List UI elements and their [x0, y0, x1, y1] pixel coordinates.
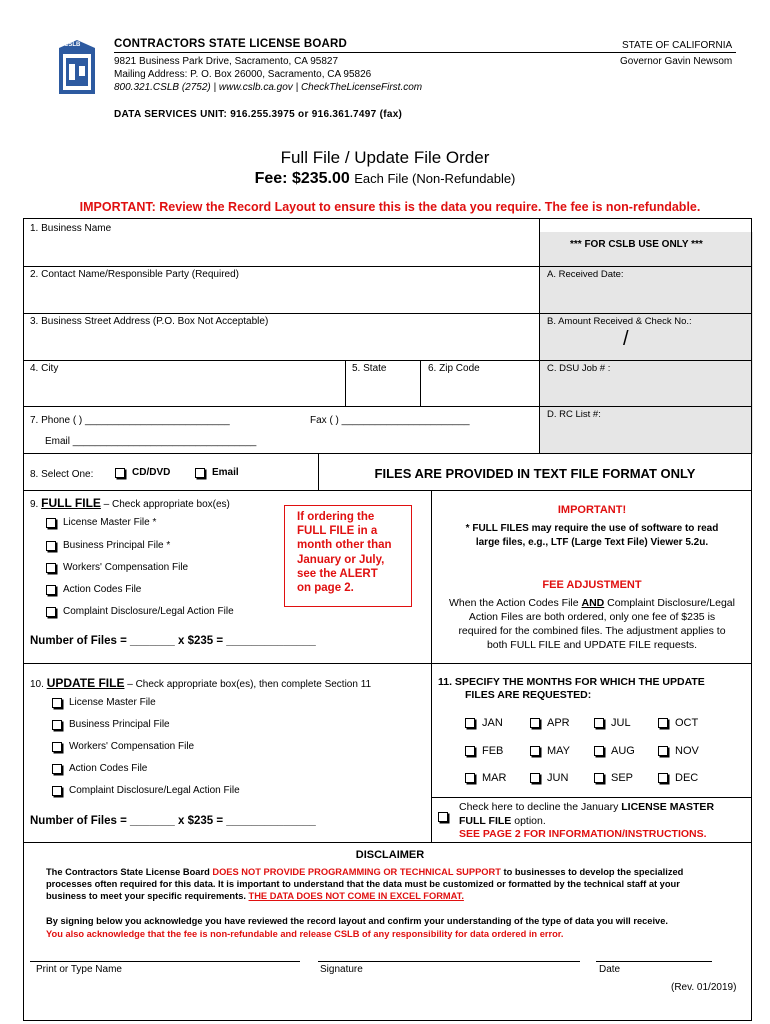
- decline-checkbox[interactable]: [438, 812, 448, 822]
- month-option[interactable]: [465, 772, 506, 784]
- decline-text: Check here to decline the January: [459, 801, 622, 813]
- email-checkbox[interactable]: [195, 468, 205, 478]
- alert-line: If ordering the: [297, 511, 375, 523]
- disclaimer-text: The Contractors State License Board: [46, 867, 213, 877]
- fee-adjust-line2: Action Files are both ordered, only one fee of $235 is: [468, 611, 716, 623]
- month-option[interactable]: [465, 745, 503, 757]
- item-label: Action Codes File: [63, 584, 142, 595]
- checkbox[interactable]: [46, 607, 56, 617]
- item-label: Business Principal File *: [63, 540, 171, 551]
- fax-field[interactable]: Fax ( ) _______________________: [310, 415, 470, 426]
- month-label: JUN: [547, 772, 569, 784]
- fee-label: Fee: $235.00: [254, 170, 350, 187]
- fee-adjust-line3: required for the combined files. The adjustment applies to: [458, 625, 726, 637]
- month-option[interactable]: [658, 745, 699, 757]
- checkbox[interactable]: [465, 718, 475, 728]
- disclaimer-line: [46, 866, 746, 878]
- months-title-2: FILES ARE REQUESTED:: [465, 689, 592, 701]
- email-option[interactable]: [195, 467, 239, 478]
- alert-line: month other than: [297, 539, 392, 552]
- checkbox[interactable]: [52, 764, 62, 774]
- month-label: MAR: [482, 772, 507, 784]
- full-file-item[interactable]: [46, 540, 170, 551]
- cslb-use-title: *** FOR CSLB USE ONLY ***: [570, 239, 703, 250]
- month-option[interactable]: [594, 772, 633, 784]
- checkbox[interactable]: [658, 746, 668, 756]
- full-file-alert-box: [284, 505, 412, 607]
- email-option-label: Email: [212, 467, 239, 478]
- update-file-item[interactable]: [52, 763, 147, 774]
- mailing-address: Mailing Address: P. O. Box 26000, Sacramento, CA 95826: [114, 69, 372, 80]
- update-file-sub: – Check appropriate box(es), then complete Section 11: [124, 679, 372, 690]
- fee-adjust-title: FEE ADJUSTMENT: [542, 579, 642, 591]
- item-label: Complaint Disclosure/Legal Action File: [69, 785, 240, 796]
- state-field[interactable]: 5. State: [352, 363, 387, 374]
- fee-adjust-text: Complaint Disclosure/Legal: [604, 597, 735, 609]
- checkbox[interactable]: [52, 698, 62, 708]
- received-date: A. Received Date:: [547, 269, 624, 280]
- month-label: AUG: [611, 745, 635, 757]
- fee-adjust-line1: [432, 597, 752, 609]
- disclaimer-red: THE DATA DOES NOT COME IN EXCEL FORMAT.: [248, 891, 464, 902]
- cd-dvd-label: CD/DVD: [132, 467, 171, 478]
- checkbox[interactable]: [530, 746, 540, 756]
- phone-field[interactable]: 7. Phone ( ) __________________________: [30, 415, 230, 426]
- date-field[interactable]: Date: [599, 964, 621, 975]
- item-label: Complaint Disclosure/Legal Action File: [63, 606, 234, 617]
- checkbox[interactable]: [465, 773, 475, 783]
- revision-label: (Rev. 01/2019): [671, 982, 737, 993]
- alert-line: see the ALERT: [297, 567, 378, 580]
- update-file-item[interactable]: [52, 697, 156, 708]
- month-label: OCT: [675, 717, 699, 729]
- city-field[interactable]: 4. City: [30, 363, 59, 374]
- month-label: JUL: [611, 717, 631, 729]
- month-label: FEB: [482, 745, 504, 757]
- important-title: IMPORTANT!: [557, 504, 627, 516]
- month-label: DEC: [675, 772, 699, 784]
- cslb-logo: [55, 36, 99, 100]
- month-label: MAY: [547, 745, 571, 757]
- address: 9821 Business Park Drive, Sacramento, CA 95827: [114, 56, 339, 67]
- disclaimer-text: business to meet your specific requirements.: [46, 891, 249, 902]
- fee-line: [0, 170, 770, 188]
- month-option[interactable]: [530, 772, 568, 784]
- disclaimer-text: to businesses to develop the specialized: [500, 867, 684, 877]
- org-name: CONTRACTORS STATE LICENSE BOARD: [114, 38, 348, 50]
- checkbox[interactable]: [46, 563, 56, 573]
- rc-list: D. RC List #:: [547, 409, 601, 420]
- update-file-num: 10.: [30, 679, 44, 690]
- fee-adjust-line4: both FULL FILE and UPDATE FILE requests.: [486, 639, 698, 651]
- update-file-item[interactable]: [52, 785, 240, 796]
- disclaimer-p3: You also acknowledge that the fee is non-refundable and release CSLB of any responsibility for data ordered in error.: [46, 929, 564, 939]
- contact-name-field[interactable]: 2. Contact Name/Responsible Party (Required): [30, 269, 239, 280]
- disclaimer-line: processes often required for this data. It is important to understand that the data must be customized or formatted by the technical staff at your: [46, 879, 680, 890]
- logo-text: CSLB: [64, 42, 81, 48]
- signature-field[interactable]: Signature: [320, 964, 363, 975]
- zip-field[interactable]: 6. Zip Code: [428, 363, 480, 374]
- checkbox[interactable]: [52, 742, 62, 752]
- month-option[interactable]: [530, 717, 570, 729]
- month-option[interactable]: [530, 745, 570, 757]
- street-address-field[interactable]: 3. Business Street Address (P.O. Box Not Acceptable): [30, 316, 269, 327]
- item-label: Action Codes File: [69, 763, 148, 774]
- disclaimer-line: [46, 890, 746, 902]
- amount-slash: /: [623, 328, 629, 350]
- checkbox[interactable]: [46, 541, 56, 551]
- month-option[interactable]: [594, 717, 631, 729]
- update-file-number[interactable]: Number of Files = _______ x $235 = ______________: [30, 815, 316, 827]
- full-file-heading: [30, 496, 230, 510]
- decline-text: option.: [511, 815, 546, 827]
- full-file-item[interactable]: [46, 584, 141, 595]
- text-format-notice: FILES ARE PROVIDED IN TEXT FILE FORMAT ONLY: [374, 466, 696, 481]
- important-line1: * FULL FILES may require the use of software to read: [465, 523, 719, 534]
- full-file-item[interactable]: [46, 562, 188, 573]
- item-label: License Master File *: [63, 517, 157, 528]
- months-title-1: 11. SPECIFY THE MONTHS FOR WHICH THE UPDATE: [438, 676, 705, 688]
- fee-adjust-and: AND: [581, 597, 605, 609]
- decline-line3: SEE PAGE 2 FOR INFORMATION/INSTRUCTIONS.: [459, 828, 707, 840]
- state-label: STATE OF CALIFORNIA: [622, 40, 733, 51]
- business-name-field[interactable]: 1. Business Name: [30, 223, 112, 234]
- update-file-heading: [30, 676, 371, 690]
- checkbox[interactable]: [46, 585, 56, 595]
- decline-bold: FULL FILE: [459, 815, 512, 827]
- item-label: Business Principal File: [69, 719, 170, 730]
- checkbox[interactable]: [594, 746, 604, 756]
- month-label: APR: [547, 717, 570, 729]
- disclaimer-red: DOES NOT PROVIDE PROGRAMMING OR TECHNICAL SUPPORT: [212, 867, 501, 877]
- disclaimer-p2: By signing below you acknowledge you have reviewed the record layout and confirm your understanding of the type of data you will receive.: [46, 916, 668, 926]
- cd-dvd-option[interactable]: [115, 467, 170, 478]
- checkbox[interactable]: [52, 786, 62, 796]
- checkbox[interactable]: [594, 718, 604, 728]
- checkbox[interactable]: [530, 718, 540, 728]
- decline-line1: [459, 801, 714, 813]
- full-file-item[interactable]: [46, 606, 234, 617]
- month-option[interactable]: [594, 745, 635, 757]
- item-label: Workers' Compensation File: [69, 741, 195, 752]
- dsu-job: C. DSU Job # :: [547, 363, 611, 374]
- email-field[interactable]: Email _________________________________: [45, 436, 257, 447]
- cd-dvd-checkbox[interactable]: [115, 468, 125, 478]
- update-file-item[interactable]: [52, 741, 194, 752]
- important-banner: IMPORTANT: Review the Record Layout to ensure this is the data you require. The fee is non-refundable.: [79, 200, 701, 214]
- month-label: SEP: [611, 772, 634, 784]
- alert-line: on page 2.: [297, 582, 354, 595]
- update-file-item[interactable]: [52, 719, 170, 730]
- page-title: Full File / Update File Order: [280, 148, 490, 167]
- checkbox[interactable]: [658, 718, 668, 728]
- disclaimer-title: DISCLAIMER: [355, 849, 425, 861]
- month-option[interactable]: [658, 772, 698, 784]
- important-line2: large files, e.g., LTF (Large Text File) Viewer 5.2u.: [475, 537, 709, 548]
- checkbox[interactable]: [530, 773, 540, 783]
- checkbox[interactable]: [52, 720, 62, 730]
- select-one-label: 8. Select One:: [30, 469, 94, 480]
- contact-line: 800.321.CSLB (2752) | www.cslb.ca.gov | CheckTheLicenseFirst.com: [114, 82, 423, 93]
- data-services: DATA SERVICES UNIT: 916.255.3975 or 916.361.7497 (fax): [114, 109, 403, 120]
- item-label: License Master File: [69, 697, 156, 708]
- item-label: Workers' Compensation File: [63, 562, 189, 573]
- decline-line2: [459, 815, 546, 827]
- checkbox[interactable]: [658, 773, 668, 783]
- full-file-num: 9.: [30, 499, 39, 510]
- amount-received: B. Amount Received & Check No.:: [547, 316, 692, 327]
- month-label: NOV: [675, 745, 699, 757]
- fee-note: Each File (Non-Refundable): [354, 171, 516, 186]
- checkbox[interactable]: [465, 746, 475, 756]
- update-file-title: UPDATE FILE: [46, 676, 125, 690]
- checkbox[interactable]: [46, 518, 56, 528]
- alert-line: January or July,: [297, 553, 385, 566]
- full-file-title: FULL FILE: [41, 496, 101, 510]
- alert-line: FULL FILE in a: [297, 525, 378, 538]
- full-file-sub: – Check appropriate box(es): [100, 499, 230, 510]
- full-file-number[interactable]: Number of Files = _______ x $235 = ______________: [30, 635, 316, 647]
- disclaimer-p1: [46, 866, 746, 903]
- governor-label: Governor Gavin Newsom: [620, 56, 733, 67]
- month-option[interactable]: [658, 717, 698, 729]
- fee-adjust-text: When the Action Codes File: [449, 597, 582, 609]
- decline-bold: LICENSE MASTER: [621, 801, 715, 813]
- full-file-item[interactable]: [46, 517, 156, 528]
- print-name-field[interactable]: Print or Type Name: [36, 964, 122, 975]
- checkbox[interactable]: [594, 773, 604, 783]
- month-option[interactable]: [465, 717, 503, 729]
- month-label: JAN: [482, 717, 503, 729]
